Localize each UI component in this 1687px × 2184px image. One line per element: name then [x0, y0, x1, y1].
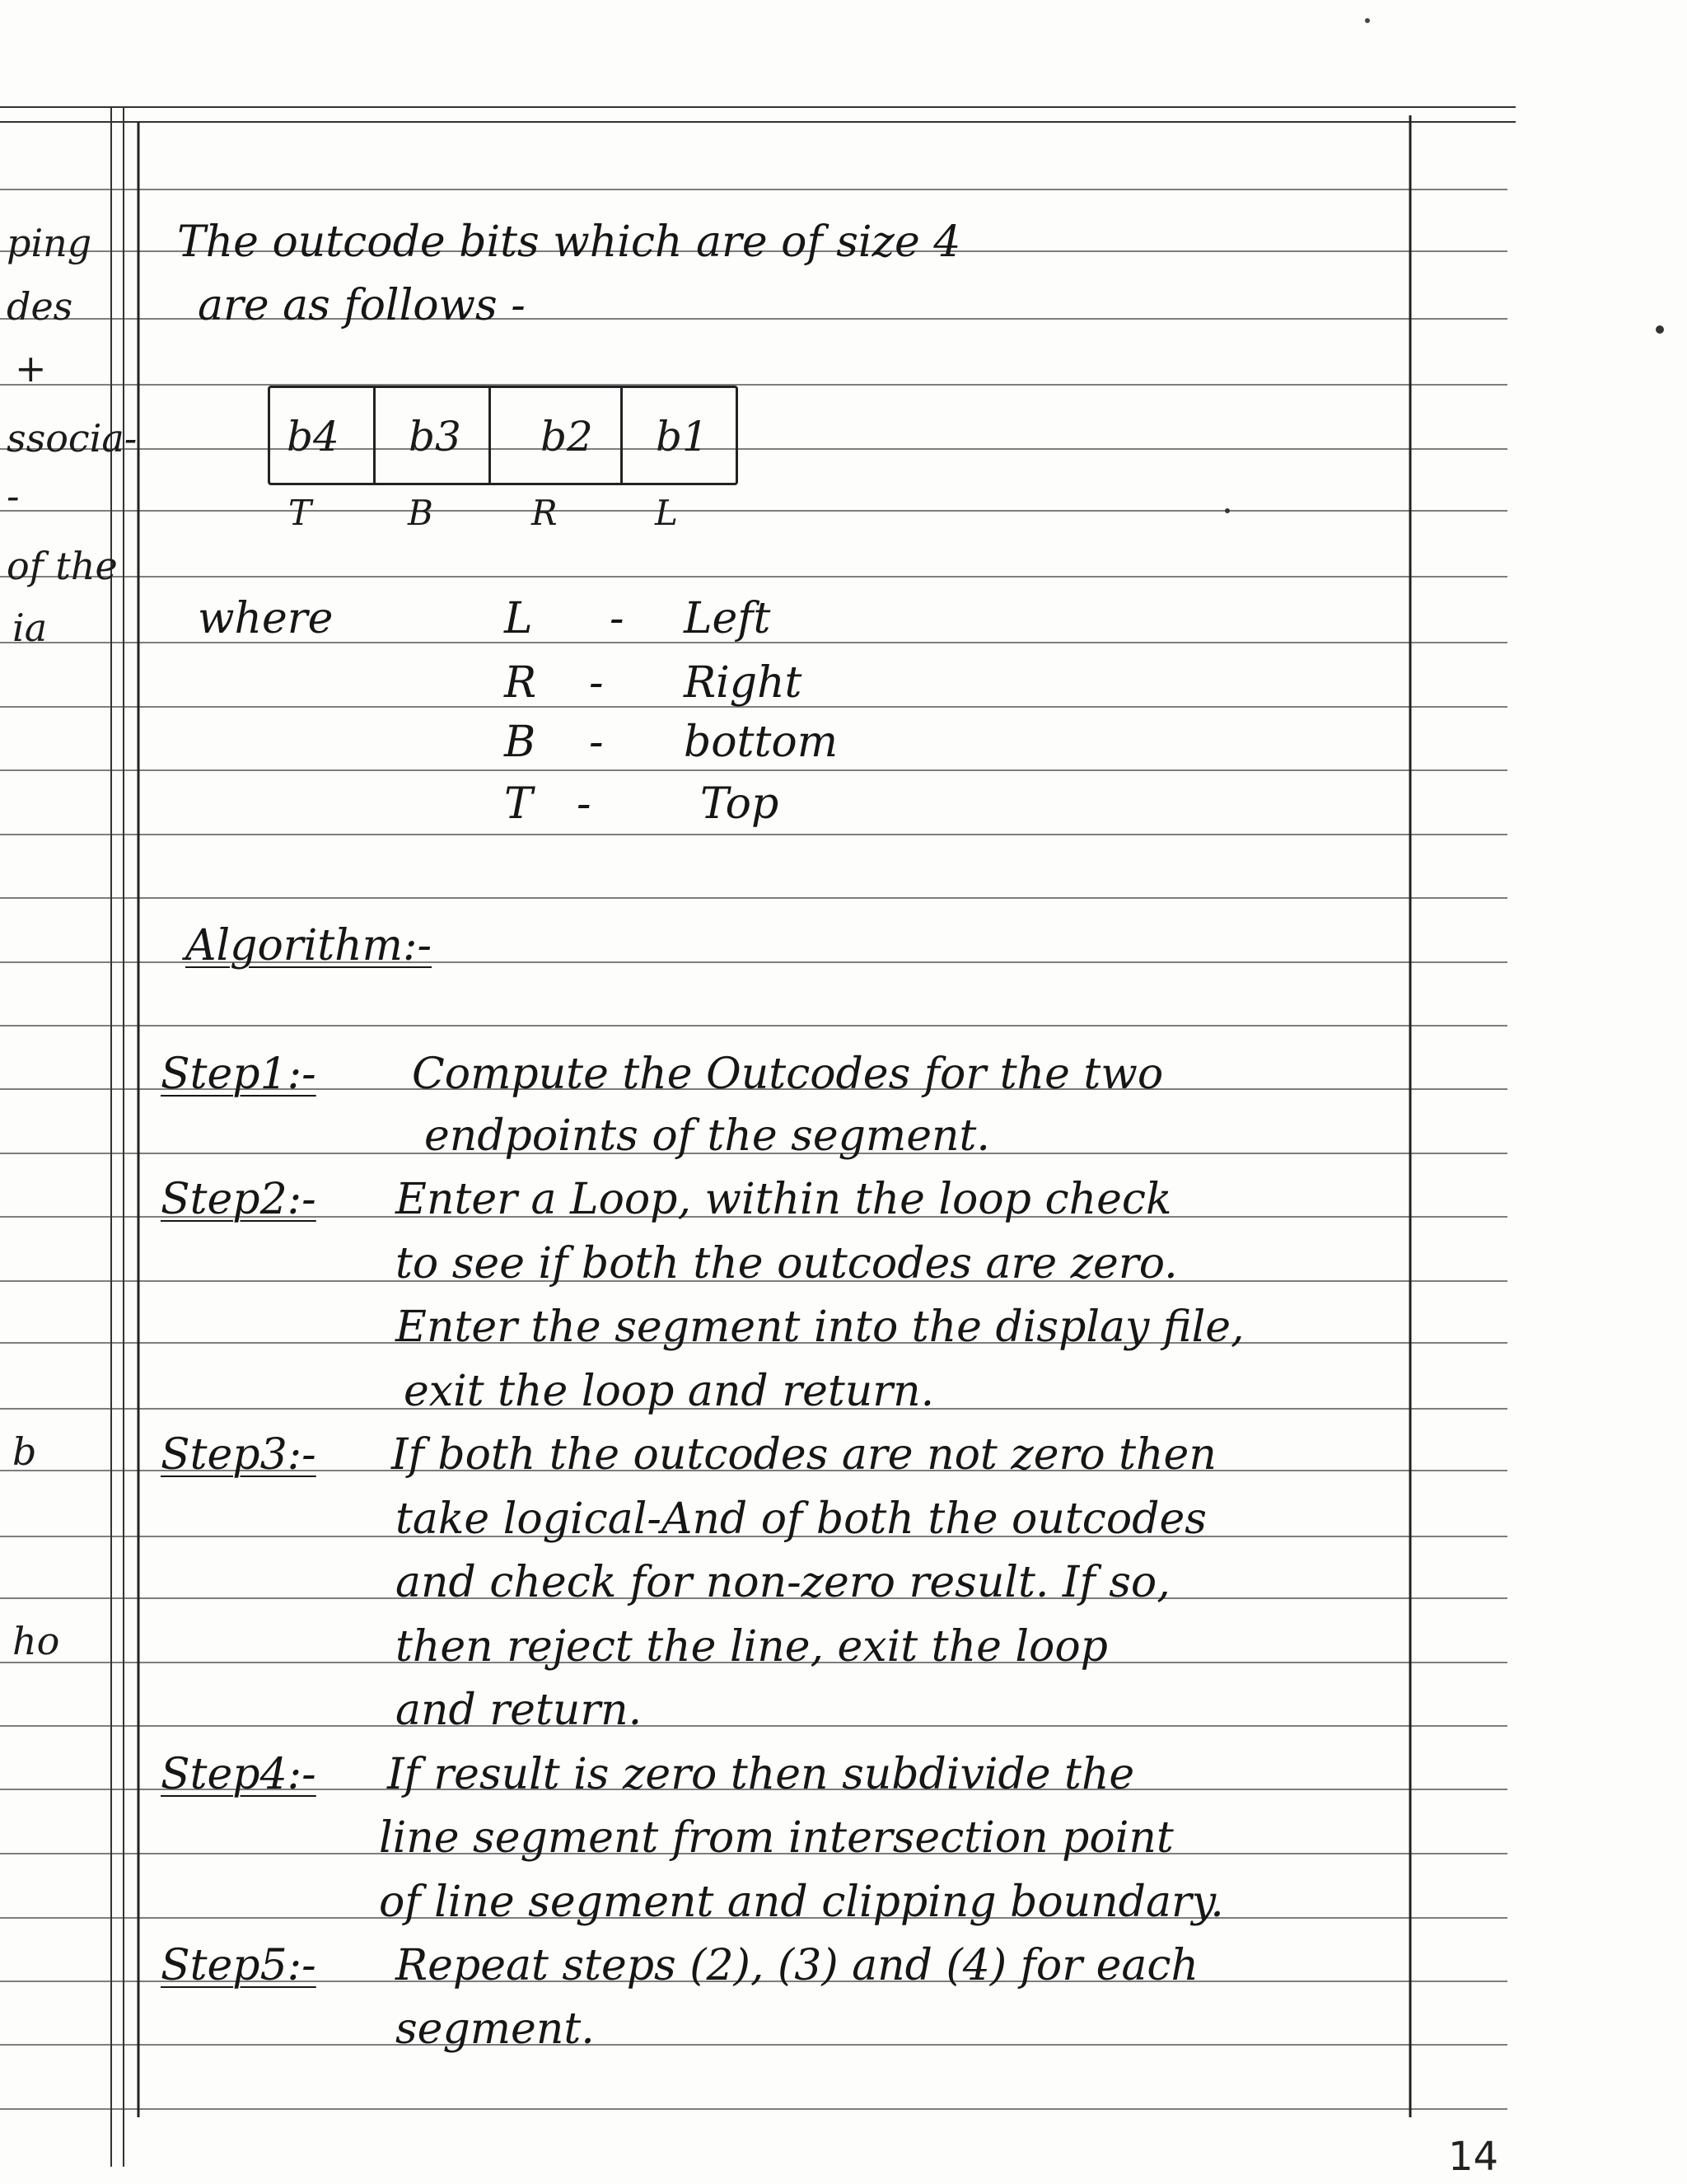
- step-line: of line segment and clipping boundary.: [379, 1878, 1224, 1927]
- step-label: Step1:-: [161, 1050, 316, 1099]
- bit-cell: [620, 388, 736, 483]
- legend-key: R: [504, 658, 537, 708]
- bit-position-label: T: [288, 493, 312, 533]
- bit-position-label: R: [531, 493, 558, 533]
- bit-cell-label: b4: [287, 413, 339, 461]
- intro-line-1: The outcode bits which are of size 4: [177, 217, 961, 267]
- step-line: Enter the segment into the display file,: [395, 1302, 1245, 1352]
- step-line: and return.: [395, 1686, 643, 1735]
- legend-dash: -: [577, 779, 591, 829]
- step-line: then reject the line, exit the loop: [395, 1622, 1108, 1672]
- margin-fragment: ho: [12, 1619, 60, 1663]
- margin-fragment: of the: [7, 544, 118, 588]
- step-line: and check for non-zero result. If so,: [395, 1558, 1171, 1607]
- legend-key: B: [504, 718, 536, 767]
- intro-line-2: are as follows -: [198, 281, 526, 330]
- legend-value: Top: [700, 779, 779, 829]
- legend-key: L: [504, 594, 533, 643]
- step-line: If result is zero then subdivide the: [387, 1750, 1135, 1799]
- where-label: where: [198, 594, 334, 643]
- step-line: to see if both the outcodes are zero.: [395, 1239, 1178, 1288]
- step-line: Enter a Loop, within the loop check: [395, 1175, 1172, 1224]
- bit-cell: [488, 388, 623, 483]
- legend-value: Left: [684, 594, 771, 643]
- step-line: Repeat steps (2), (3) and (4) for each: [395, 1941, 1199, 1990]
- margin-fragment: ssocia-: [7, 416, 138, 461]
- bit-cell: [270, 388, 373, 483]
- margin-fragment: -: [7, 474, 20, 518]
- step-label: Step4:-: [161, 1750, 316, 1799]
- legend-value: bottom: [684, 718, 839, 767]
- legend-value: Right: [684, 658, 802, 708]
- legend-dash: -: [589, 718, 604, 767]
- outcode-bit-box: [268, 386, 738, 485]
- margin-fragment: b: [12, 1429, 37, 1474]
- margin-fragment: des: [7, 284, 73, 329]
- step-line: segment.: [395, 2004, 595, 2054]
- step-line: take logical-And of both the outcodes: [395, 1494, 1207, 1544]
- margin-fragment: ia: [12, 606, 48, 650]
- bit-position-label: L: [655, 493, 678, 533]
- legend-dash: -: [610, 594, 624, 643]
- margin-fragment: +: [15, 346, 47, 391]
- bit-position-label: B: [408, 493, 433, 533]
- page-number: 14: [1448, 2134, 1499, 2180]
- step-label: Step5:-: [161, 1941, 316, 1990]
- step-line: exit the loop and return.: [404, 1367, 935, 1416]
- step-line: line segment from intersection point: [379, 1813, 1174, 1863]
- step-label: Step3:-: [161, 1430, 316, 1480]
- step-label: Step2:-: [161, 1175, 316, 1224]
- bit-cell-label: b3: [409, 413, 461, 461]
- bit-cell: [373, 388, 491, 483]
- legend-key: T: [504, 779, 533, 829]
- algorithm-heading: Algorithm:-: [185, 921, 432, 970]
- margin-fragment: ping: [7, 221, 92, 265]
- bit-cell-label: b1: [656, 413, 708, 461]
- legend-dash: -: [589, 658, 604, 708]
- bit-cell-label: b2: [540, 413, 593, 461]
- step-line: If both the outcodes are not zero then: [391, 1430, 1217, 1480]
- step-line: Compute the Outcodes for the two: [412, 1050, 1164, 1099]
- step-line: endpoints of the segment.: [424, 1111, 990, 1161]
